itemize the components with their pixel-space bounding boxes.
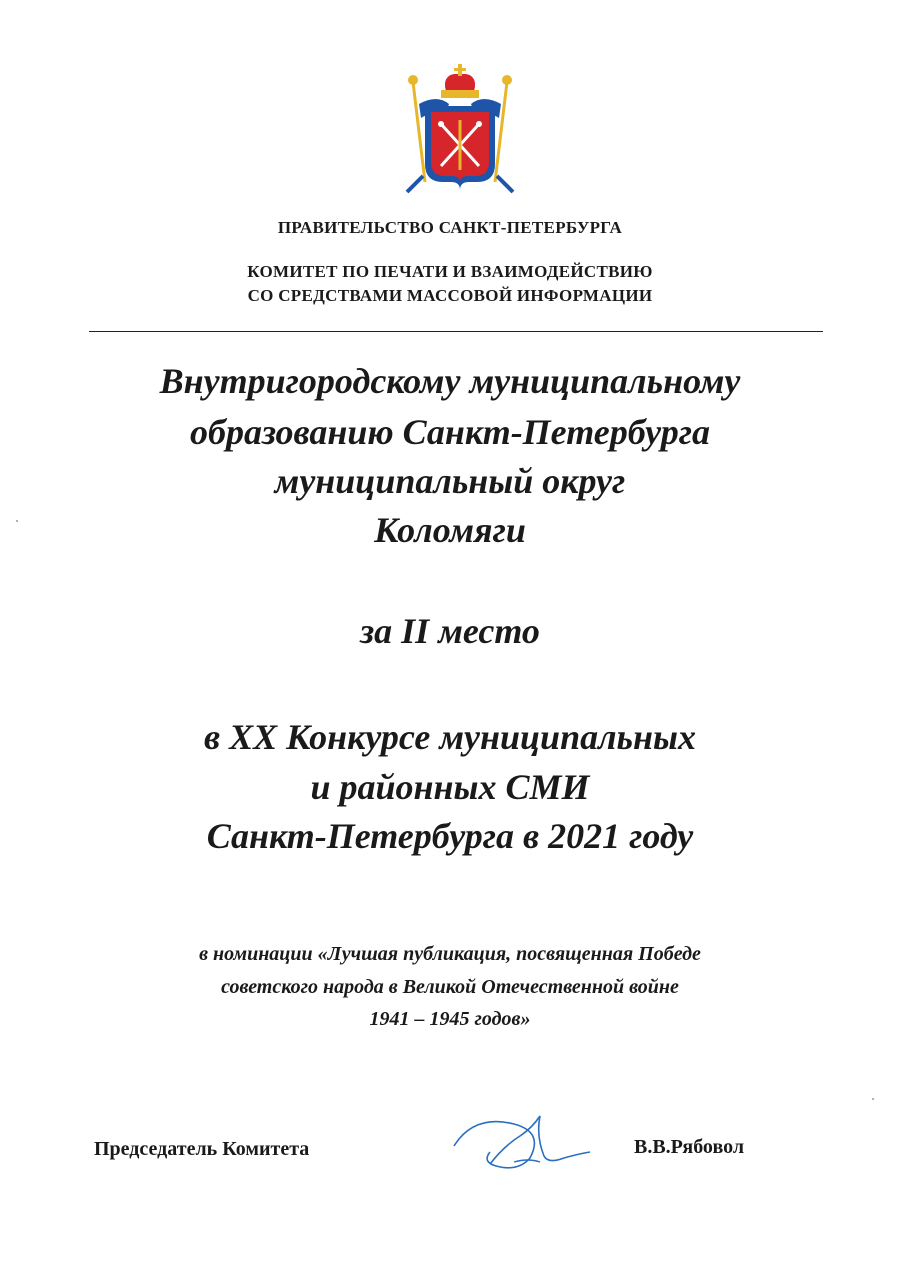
recipient-line4: Коломяги (374, 510, 526, 550)
nomination-line1: в номинации «Лучшая публикация, посвященная Победе (199, 943, 701, 965)
contest-line2: и районных СМИ (310, 767, 590, 807)
signatory-title: Председатель Комитета (94, 1138, 310, 1160)
contest-line1: в XX Конкурсе муниципальных (204, 717, 696, 757)
recipient-line3: муниципальный округ (274, 461, 626, 501)
signatory-name: В.В.Рябовол (634, 1136, 745, 1158)
award-place: за II место (360, 611, 540, 651)
government-heading: ПРАВИТЕЛЬСТВО САНКТ-ПЕТЕРБУРГА (277, 218, 623, 237)
nomination-line3: 1941 – 1945 годов» (369, 1008, 531, 1030)
handwritten-signature-icon (444, 1106, 594, 1176)
header-divider (89, 331, 823, 332)
scan-speck (16, 520, 18, 522)
recipient-line2: образованию Санкт-Петербурга (190, 412, 710, 452)
committee-heading-line2: СО СРЕДСТВАМИ МАССОВОЙ ИНФОРМАЦИИ (247, 286, 653, 305)
scan-speck (872, 1098, 874, 1100)
committee-heading-line1: КОМИТЕТ ПО ПЕЧАТИ И ВЗАИМОДЕЙСТВИЮ (247, 262, 653, 281)
nomination-line2: советского народа в Великой Отечественной войне (221, 976, 679, 998)
coat-of-arms-icon (399, 64, 521, 196)
contest-line3: Санкт-Петербурга в 2021 году (206, 816, 694, 856)
recipient-line1: Внутригородскому муниципальному (159, 361, 741, 401)
